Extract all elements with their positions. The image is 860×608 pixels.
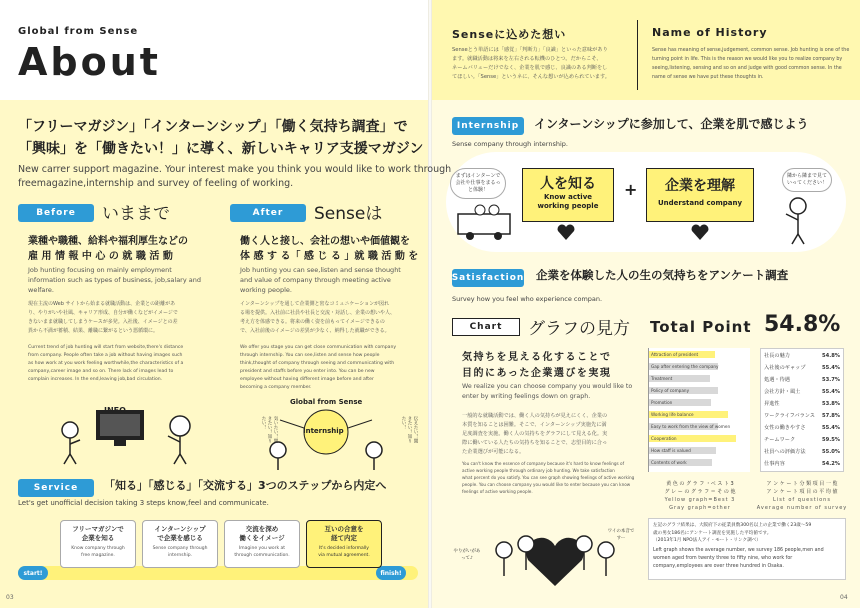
step-2 — [142, 520, 218, 568]
know-box-en2: working people — [537, 202, 599, 210]
before-jp-3: きないまま就職してしまうケースが多発。入社後、イメージとの差 — [28, 319, 178, 325]
service-track — [18, 566, 418, 580]
after-jp-4: で、入社前後のイメージの差異が少なく、納得した就職ができる。 — [240, 328, 390, 334]
page-number-left: 03 — [6, 594, 14, 601]
history-body — [652, 46, 849, 82]
history-body-1: Sense has meaning of sense,judgement, common sense. Job hunting is one of the — [652, 48, 850, 53]
note-en-3: company,employees are over three hundred in Osaka. — [653, 563, 784, 569]
chart-bubble-left: やりがいがあって♪ — [453, 549, 481, 561]
page-number-right: 04 — [840, 594, 848, 601]
chart-enb-1: You can't know the essence of company because it's hard to know feelings of — [462, 461, 625, 466]
after-enb-4: president and staffs before you enter into. You can be new — [240, 369, 375, 374]
rank-value: 53.8% — [822, 401, 840, 407]
chart-en — [462, 382, 632, 402]
plus-sign: + — [624, 180, 638, 199]
after-en-3: working people. — [240, 286, 292, 294]
before-enb-3: as how work at you work feeling worthwhile,the characteristics of a — [28, 361, 184, 366]
chart-jp-1: 一般的な就職活動では、働く人の気持ちが見えにくく、企業の — [462, 413, 608, 419]
before-en-1: Job hunting focusing on mainly employment — [28, 266, 172, 274]
after-lead-1: 働く人と接し、会社の想いや価値観を — [240, 236, 410, 247]
history-body-2: turning point in life. This is the reason we would like you to realize company by — [652, 57, 843, 62]
rank-label: 女性の働きやすさ — [764, 425, 806, 431]
step-1-jp2: 企業を知る — [81, 534, 115, 542]
history-body-4: name of sense we have put these thoughts in. — [652, 75, 764, 80]
after-enb-1: We offer you stage you can get close communication with company — [240, 345, 397, 350]
chart-jp-2: 本質を知ることは困難。そこで、インターンシップ実施先に満 — [462, 422, 607, 428]
step-2-jp2: で企業を感じる — [157, 534, 203, 542]
after-title: Senseは — [314, 204, 383, 224]
legend-1-en: Yellow graph=Best 3 — [664, 497, 736, 503]
before-en-3: welfare. — [28, 286, 54, 294]
understand-box-en: Understand company — [657, 199, 743, 207]
chart-enb-3: what percent do you satisfy. You can see graph showing feelings of active working — [462, 475, 635, 480]
rank-label: 会社方針・風土 — [764, 389, 801, 395]
rank-value: 53.7% — [822, 377, 840, 383]
after-jp-body — [240, 300, 420, 336]
chart-jp-4: 際に働いている人たちの気持ちを知ることで、志望目的に合っ — [462, 440, 608, 446]
rank-label: ワークライフバランス — [764, 413, 815, 419]
before-lead-1: 業種や職種、給料や福利厚生などの — [28, 236, 188, 247]
understand-box — [646, 168, 754, 222]
before-jp-1: 現在主流のWeb サイトから始まる就職活動は、企業との距離があ — [28, 301, 176, 307]
rank-label: 仕事内容 — [764, 461, 785, 467]
step-4-jp1: 互いの合意を — [324, 525, 364, 533]
step-3-en2: through communication. — [234, 553, 290, 558]
step-4-jp2: 経て内定 — [331, 534, 357, 542]
heart-icon — [556, 222, 576, 242]
after-enb-6: becoming a company member. — [240, 385, 312, 390]
after-jp-1: インターンシップを通して企業側と密なコミュニケーションが図れ — [240, 301, 390, 307]
know-box — [522, 168, 614, 222]
before-label: Before — [18, 204, 94, 222]
step-1-en2: free magazine. — [81, 553, 115, 558]
chart-bar-label: Gap after entering the company — [651, 364, 719, 369]
chart-jp-5: た企業選びが可能になる。 — [462, 449, 525, 455]
know-box-jp: 人を知る — [540, 176, 596, 192]
satisfaction-title: 企業を体験した人の生の気持ちをアンケート調査 — [536, 268, 789, 282]
rank-label: 社員への評価方法 — [764, 449, 806, 455]
legend-1-jp2: グ レ ー の グ ラ フ ＝ そ の 他 — [664, 489, 736, 495]
note-en-2: women aged from twenty three to fifty nine, who work for — [653, 555, 793, 561]
service-sub: Let's get unofficial decision taking 3 steps know,feel and communicate. — [18, 499, 269, 507]
before-lead-2: 雇 用 情 報 中 心 の 就 職 活 動 — [28, 251, 173, 262]
before-enb-1: Current trend of job hunting will start from website,there's distance — [28, 345, 184, 350]
chart-jp-3: 足度調査を実施。働く人の気持ちをグラフにして見える化。実 — [462, 431, 608, 437]
step-3-jp1: 交流を深め — [245, 525, 279, 533]
heart-icon-2 — [690, 222, 710, 242]
rank-label: チームワーク — [764, 437, 796, 443]
understand-box-jp: 企業を理解 — [665, 178, 735, 194]
after-jp-3: 考え方を体感できる。将来の働く姿を前もってイメージできるの — [240, 319, 385, 325]
chart-label: Chart — [452, 318, 520, 336]
before-enb-4: company,career image and so on. There lack of images lead to — [28, 369, 174, 374]
before-jp-body — [28, 300, 218, 336]
step-2-en2: internship. — [168, 553, 192, 558]
chart-en-body — [462, 460, 634, 495]
rank-value: 55.4% — [822, 425, 840, 431]
total-point-label: Total Point — [650, 318, 752, 336]
rank-value: 57.8% — [822, 413, 840, 419]
after-enb-5: employee without having different image before and after — [240, 377, 374, 382]
rank-value: 55.0% — [822, 449, 840, 455]
before-en-body — [28, 344, 218, 384]
chart-bar-label: Policy of company — [651, 388, 690, 393]
legend-2 — [752, 480, 852, 512]
after-diagram-title: Global from Sense — [290, 398, 363, 406]
before-jp-2: り、やりがいや社風、キャリア形成、自分が働くなどがイメージで — [28, 310, 178, 316]
step-4-en2: via mutual agreement. — [318, 553, 370, 558]
after-en-1: Job hunting you can see,listen and sense thought — [240, 266, 401, 274]
service-title: 「知る」「感じる」「交流する」3つのステップから内定へ — [104, 479, 387, 492]
step-2-jp1: インターンシップ — [154, 525, 206, 533]
chart-bar-label: Working life balance — [651, 412, 694, 417]
rank-value: 54.8% — [822, 353, 840, 359]
legend-2-jp2: ア ン ケ ー ト 項 目 の 平 均 値 — [766, 489, 838, 495]
after-en-2: and value of company through meeting active — [240, 276, 391, 284]
internship-sub: Sense company through internship. — [452, 140, 568, 148]
intern-bubble-right: 隣から隣まで見ていってください！ — [782, 168, 832, 192]
chart-en-2: enter by writing feelings down on graph. — [462, 393, 591, 400]
internship-label: Internship — [452, 117, 524, 135]
before-jp-4: 異から不満が蓄積、結果、離職に繋がるという悪循環に。 — [28, 328, 159, 334]
subline-1: New carrer support magazine. Your interest make you think you would like to work through — [18, 164, 452, 175]
chart-bar-label: Contents of work — [651, 460, 687, 465]
finish-badge: finish! — [376, 566, 406, 580]
rank-value: 54.2% — [822, 461, 840, 467]
before-en — [28, 265, 218, 295]
subline-2: freemagazine,internship and survey of feeling of working. — [18, 178, 294, 189]
chart-enb-5: feelings of active working people. — [462, 489, 533, 494]
sense-body-3: ネームバリューだけでなく、企業を肌で感じ、良識のある判断をし — [452, 65, 608, 71]
after-jp-2: る場を提供。入社前に社員や社長と交流・対話し、企業の想いや人、 — [240, 310, 396, 316]
step-2-en1: Sense company through — [152, 546, 208, 551]
internship-title: インターンシップに参加して、企業を肌で感じよう — [534, 117, 809, 131]
header-divider — [637, 20, 638, 90]
chart-bubble-right: ワイの本音ですー — [607, 529, 635, 541]
after-en — [240, 265, 420, 295]
chart-en-1: We realize you can choose company you would like to — [462, 383, 633, 390]
headline-1: 「フリーマガジン」「インターンシップ」「働く気持ち調査」で — [18, 119, 408, 135]
step-1 — [60, 520, 136, 568]
bar-chart — [648, 348, 750, 472]
intern-bubble-left: まずはインターンで会社や仕事をまるっと体験！ — [450, 168, 506, 199]
chart-enb-2: active working people through ordinary job hunting. We take satisfaction — [462, 468, 615, 473]
page-title: About — [18, 40, 161, 84]
legend-1-jp: 黄 色 の グ ラ フ ・ベ ス ト 3 — [666, 481, 734, 487]
gutter — [428, 0, 432, 608]
step-3-jp2: 働くをイメージ — [239, 534, 285, 542]
sense-body-1: Senseとう単語には「感覚」「判断力」「良識」といった意味があり — [452, 47, 608, 53]
before-title: いままで — [102, 204, 170, 224]
step-4 — [306, 520, 382, 568]
chart-jp-body — [462, 412, 607, 457]
before-enb-5: complain increases. In the end,leaving job,bad circulation. — [28, 377, 163, 382]
rank-label: 処遇・待遇 — [764, 377, 790, 383]
rank-value: 59.5% — [822, 437, 840, 443]
rank-value: 55.4% — [822, 365, 840, 371]
note-jp-1: 左記のグラフ結果は、大阪府下の従業員数300名以上の企業で働く23歳〜59 — [653, 523, 812, 528]
step-4-en1: It's decided informally — [319, 546, 369, 551]
step-3 — [224, 520, 300, 568]
note-jp-2: 歳の男女186名にアンケート調査を実施した平均値です。 — [653, 530, 772, 536]
chart-bar-label: Promotion — [651, 400, 673, 405]
total-point-value: 54.8% — [764, 312, 841, 337]
bubble-right-text: 伝えたい！聞きたい！知りたい！ — [401, 416, 418, 443]
before-illustration — [40, 396, 220, 466]
after-enb-2: through internship. You can see,listen and sense how people — [240, 353, 380, 358]
chart-bar-label: Treatment — [651, 376, 673, 381]
chart-bar-label: How staff is valued — [651, 448, 691, 453]
satisfaction-sub: Survey how you feel who experience compan. — [452, 295, 603, 303]
bus-illustration — [456, 204, 516, 244]
chart-lead-2: 目的にあった企業選びを実現 — [462, 368, 612, 379]
sense-title: Senseに込めた想い — [452, 28, 567, 41]
step-1-jp1: フリーマガジンで — [72, 525, 124, 533]
start-badge: start! — [18, 566, 48, 580]
chart-enb-4: people. You can choose company you would like to enter because you can know — [462, 482, 631, 487]
headline-2: 「興味」を「働きたい！」に導く、新しいキャリア支援マガジン — [18, 141, 424, 157]
after-lead-2: 体 感 す る「 感 じ る 」就 職 活 動 を — [240, 251, 419, 262]
know-box-en1: Know active — [543, 193, 593, 201]
satisfaction-label: Satisfaction — [452, 269, 524, 287]
legend-1-en2: Gray graph=other — [669, 505, 731, 511]
chart-lead-1: 気持ちを見える化することで — [462, 352, 612, 363]
chart-bar-label: Cooperation — [651, 436, 677, 441]
sense-body — [452, 46, 610, 82]
before-en-2: information such as types of business, job,salary and — [28, 276, 201, 284]
rank-list — [760, 348, 844, 472]
note-en-1: Left graph shows the average number, we survey 186 people,men and — [653, 547, 824, 553]
rank-label: 入社後のギャップ — [764, 365, 806, 371]
note-jp-3: （2013年1月 NPO法人アイ・モート・リンク調べ） — [653, 538, 761, 543]
before-enb-2: from company. People often take a job without having images such — [28, 353, 183, 358]
legend-2-en2: Average number of survey — [756, 505, 848, 511]
staff-illustration — [778, 196, 818, 246]
history-body-3: seeing,listening, sensing and so on and judge with good common sense. In the — [652, 66, 842, 71]
brand-label: Global from Sense — [18, 26, 139, 37]
rank-label: 昇進性 — [764, 401, 780, 407]
rank-value: 55.4% — [822, 389, 840, 395]
after-enb-3: think,thought of company through seeing and communicating with — [240, 361, 395, 366]
survey-note — [648, 518, 846, 580]
sense-body-4: てほしい。「Sense」というネに、そんな想いが込められています。 — [452, 74, 610, 80]
chart-bar-label: Easy to work from the view of women — [651, 424, 731, 429]
internship-node: Internship — [303, 427, 344, 435]
after-label: After — [230, 204, 306, 222]
legend-2-jp: ア ン ケ ー ト 分 類 項 目 一 覧 — [766, 481, 838, 487]
info-label: INFO — [104, 406, 126, 415]
after-en-body — [240, 344, 420, 392]
bubble-left-text: 気いたい！聞きたい！知りたい！ — [261, 416, 278, 443]
step-1-en1: Know company through — [71, 546, 125, 551]
sense-body-2: ます。就職活動は将来を左右される転機のひとつ。だからこそ、 — [452, 56, 602, 62]
legend-1 — [650, 480, 750, 512]
history-title: Name of History — [652, 26, 768, 39]
chart-title: グラフの見方 — [528, 319, 630, 339]
legend-2-en: List of questions — [773, 497, 831, 503]
step-3-en1: Imagine you work at — [238, 546, 286, 551]
chart-bar-label: Attraction of president — [651, 352, 699, 357]
service-label: Service — [18, 479, 94, 497]
rank-label: 社長の魅力 — [764, 353, 790, 359]
